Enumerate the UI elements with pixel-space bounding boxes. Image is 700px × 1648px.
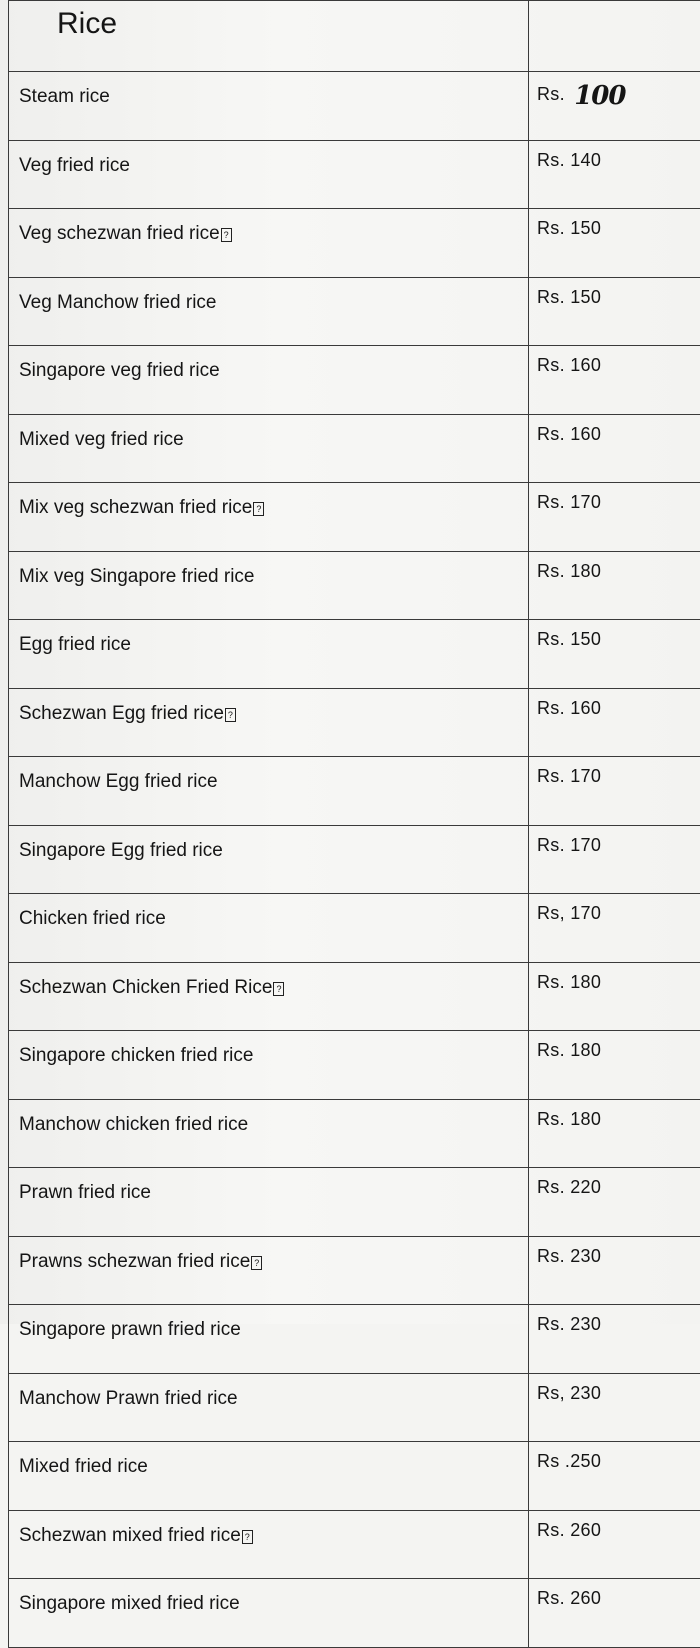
- item-name: Singapore veg fried rice: [19, 360, 220, 381]
- table-row: [9, 1031, 700, 1100]
- item-price: Rs. 140: [537, 150, 601, 170]
- item-price-cell: [529, 277, 700, 346]
- item-price-cell: [529, 962, 700, 1031]
- item-name: Veg fried rice: [19, 155, 130, 176]
- item-price-cell: [529, 414, 700, 483]
- item-price: Rs. 150: [537, 287, 601, 307]
- item-name: Manchow Prawn fried rice: [19, 1388, 238, 1409]
- item-name: Mix veg schezwan fried rice: [19, 497, 252, 518]
- item-name-cell: [9, 277, 529, 346]
- table-row: [9, 209, 700, 278]
- table-row: [9, 1510, 700, 1579]
- item-price: Rs. 260: [537, 1520, 601, 1540]
- table-row: [9, 1442, 700, 1511]
- table-row: [9, 894, 700, 963]
- item-name: Manchow Egg fried rice: [19, 771, 218, 792]
- item-name-cell: [9, 1168, 529, 1237]
- item-name: Mixed fried rice: [19, 1456, 148, 1477]
- table-row: [9, 1099, 700, 1168]
- item-name-cell: [9, 1236, 529, 1305]
- item-name-cell: [9, 1510, 529, 1579]
- item-price-cell: [529, 1031, 700, 1100]
- item-price: Rs. 180: [537, 1109, 601, 1129]
- unknown-glyph-box: ?: [225, 708, 236, 722]
- item-price: Rs. 260: [537, 1588, 601, 1608]
- item-name: Prawns schezwan fried rice: [19, 1251, 250, 1272]
- table-header-row: [9, 1, 700, 72]
- table-row: [9, 688, 700, 757]
- item-price-cell: [529, 483, 700, 552]
- unknown-glyph-box: ?: [251, 1256, 262, 1270]
- table-row: [9, 962, 700, 1031]
- rice-menu-table: [8, 0, 700, 1648]
- item-price: Rs. 170: [537, 492, 601, 512]
- item-name: Singapore chicken fried rice: [19, 1045, 253, 1066]
- table-row: [9, 483, 700, 552]
- item-price: Rs. 230: [537, 1246, 601, 1266]
- table-row: [9, 346, 700, 415]
- item-price: Rs. 230: [537, 1314, 601, 1334]
- item-price: Rs, 230: [537, 1383, 601, 1403]
- item-price-cell: [529, 1168, 700, 1237]
- item-price-cell: [529, 1373, 700, 1442]
- table-row: [9, 1168, 700, 1237]
- handwritten-price: 100: [574, 81, 625, 111]
- item-name-cell: [9, 688, 529, 757]
- item-price: Rs. 170: [537, 835, 601, 855]
- table-row: [9, 620, 700, 689]
- table-row: [9, 551, 700, 620]
- unknown-glyph-box: ?: [242, 1530, 253, 1544]
- price-prefix: Rs.: [537, 84, 565, 104]
- item-name-cell: [9, 551, 529, 620]
- item-price: Rs. 180: [537, 1040, 601, 1060]
- item-name-cell: [9, 346, 529, 415]
- item-price-cell: [529, 209, 700, 278]
- table-row: [9, 1236, 700, 1305]
- table-row: [9, 825, 700, 894]
- page-title: Rice: [9, 1, 117, 41]
- item-price: Rs. 160: [537, 698, 601, 718]
- unknown-glyph-box: ?: [253, 502, 264, 516]
- item-price: Rs. 220: [537, 1177, 601, 1197]
- item-name: Singapore Egg fried rice: [19, 840, 223, 861]
- item-name: Mixed veg fried rice: [19, 429, 184, 450]
- item-price-cell: [529, 688, 700, 757]
- item-name: Veg Manchow fried rice: [19, 292, 217, 313]
- title-cell: [9, 1, 529, 72]
- item-name: Steam rice: [19, 86, 110, 107]
- item-name: Singapore prawn fried rice: [19, 1319, 241, 1340]
- item-price: Rs .250: [537, 1451, 601, 1471]
- item-name: Singapore mixed fried rice: [19, 1593, 240, 1614]
- item-name: Schezwan mixed fried rice: [19, 1525, 241, 1546]
- table-row: [9, 757, 700, 826]
- table-row: [9, 140, 700, 209]
- item-name: Veg schezwan fried rice: [19, 223, 220, 244]
- item-name: Mix veg Singapore fried rice: [19, 566, 255, 587]
- item-name: Egg fried rice: [19, 634, 131, 655]
- item-price-cell: [529, 1305, 700, 1374]
- unknown-glyph-box: ?: [273, 982, 284, 996]
- item-price-cell: [529, 825, 700, 894]
- item-price: Rs. 180: [537, 561, 601, 581]
- item-price-cell: [529, 551, 700, 620]
- item-price-cell: [529, 1579, 700, 1648]
- header-empty-cell: [529, 1, 700, 72]
- item-price-cell: [529, 894, 700, 963]
- item-price-cell: [529, 1442, 700, 1511]
- item-price-cell: [529, 757, 700, 826]
- item-name: Schezwan Egg fried rice: [19, 703, 224, 724]
- table-row: [9, 72, 700, 141]
- item-price-cell: [529, 1099, 700, 1168]
- table-row: [9, 414, 700, 483]
- item-name-cell: [9, 962, 529, 1031]
- item-price-cell: [529, 1236, 700, 1305]
- item-price-cell: [529, 72, 700, 141]
- item-name-cell: [9, 1373, 529, 1442]
- item-name-cell: [9, 72, 529, 141]
- item-name: Chicken fried rice: [19, 908, 166, 929]
- item-name-cell: [9, 414, 529, 483]
- table-row: [9, 1305, 700, 1374]
- item-name-cell: [9, 140, 529, 209]
- item-name-cell: [9, 483, 529, 552]
- item-price-cell: [529, 620, 700, 689]
- item-price: Rs. 150: [537, 629, 601, 649]
- item-name: Prawn fried rice: [19, 1182, 151, 1203]
- item-name: Manchow chicken fried rice: [19, 1114, 248, 1135]
- item-name-cell: [9, 1099, 529, 1168]
- item-name-cell: [9, 1579, 529, 1648]
- item-price: Rs. 160: [537, 355, 601, 375]
- item-name-cell: [9, 825, 529, 894]
- table-row: [9, 1579, 700, 1648]
- unknown-glyph-box: ?: [221, 228, 232, 242]
- item-name-cell: [9, 620, 529, 689]
- item-name: Schezwan Chicken Fried Rice: [19, 977, 272, 998]
- item-price: Rs. 170: [537, 766, 601, 786]
- item-name-cell: [9, 894, 529, 963]
- table-row: [9, 277, 700, 346]
- item-price-cell: [529, 1510, 700, 1579]
- table-row: [9, 1373, 700, 1442]
- item-name-cell: [9, 1442, 529, 1511]
- item-name-cell: [9, 1031, 529, 1100]
- item-price-cell: [529, 346, 700, 415]
- item-price: Rs. 150: [537, 218, 601, 238]
- item-price-cell: [529, 140, 700, 209]
- item-price: Rs. 160: [537, 424, 601, 444]
- item-name-cell: [9, 757, 529, 826]
- item-name-cell: [9, 209, 529, 278]
- item-price: Rs, 170: [537, 903, 601, 923]
- item-name-cell: [9, 1305, 529, 1374]
- item-price: Rs. 180: [537, 972, 601, 992]
